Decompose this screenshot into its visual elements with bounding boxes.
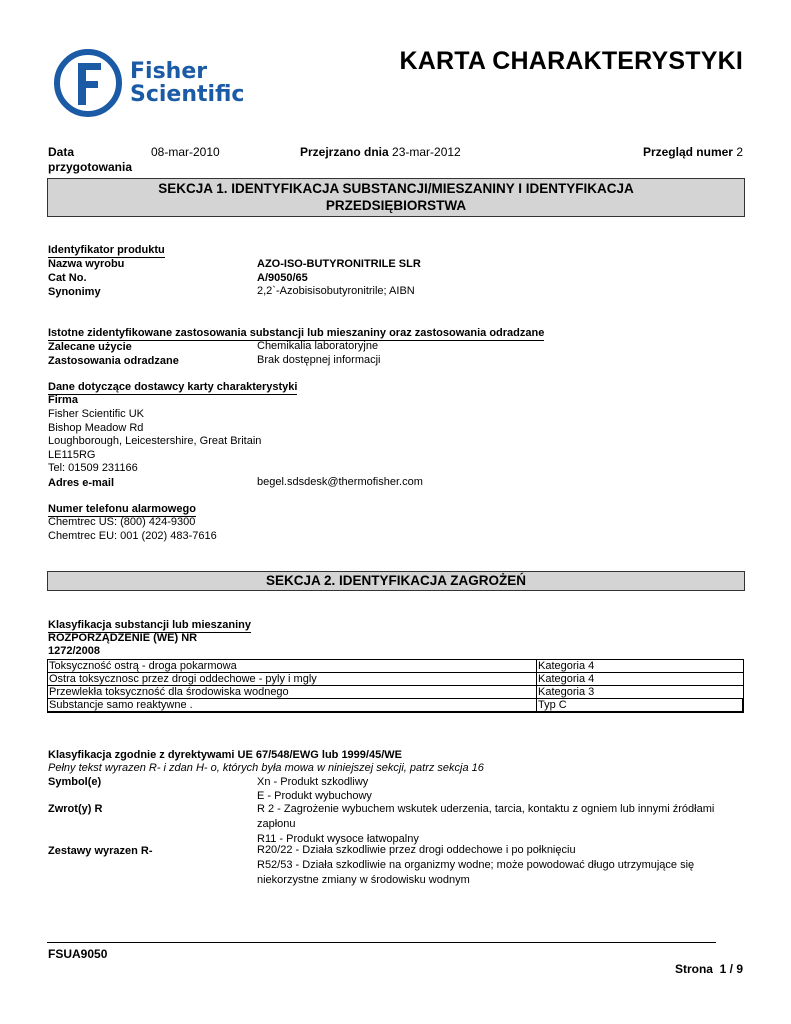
table-row xyxy=(48,686,744,699)
email-label: Adres e-mail xyxy=(48,477,115,489)
r-phrases-values: R 2 - Zagrożenie wybuchem wskutek uderzenia, tarcia, kontaktu z ogniem lub innymi źródłami zapłonu R11 - Produkt wysoce łatwopalny xyxy=(257,803,715,845)
company-logo xyxy=(54,49,250,119)
product-id-heading: Identyfikator produktu xyxy=(48,244,165,256)
category-cell: Kategoria 4 xyxy=(537,660,744,673)
hazard-cell: Toksyczność ostrą - droga pokarmowa xyxy=(48,660,537,673)
r-sets-values: R20/22 - Działa szkodliwie przez drogi oddechowe i po połknięciu R52/53 - Działa szkodliwie na organizmy wodne; może powodować długo utrzymujące się niekorzystne zmiany w środowisku wodnym xyxy=(257,844,695,886)
logo-text-scientific: Scientific xyxy=(130,82,245,107)
document-title: KARTA CHARAKTERYSTYKI xyxy=(399,47,743,75)
emergency-heading: Numer telefonu alarmowego xyxy=(48,503,196,515)
hazard-cell: Substancje samo reaktywne . xyxy=(48,699,537,713)
document-code: FSUA9050 xyxy=(48,947,108,961)
cat-no-value: A/9050/65 xyxy=(257,272,308,284)
product-id-block xyxy=(48,244,165,258)
synonyms-value: 2,2`-Azobisisobutyronitrile; AIBN xyxy=(257,285,415,297)
emergency-block xyxy=(48,503,196,517)
regulation-label: ROZPORZĄDZENIE (WE) NR 1272/2008 xyxy=(48,632,198,657)
directive-heading: Klasyfikacja zgodnie z dyrektywami UE 67/548/EWG lub 1999/45/WE xyxy=(48,749,402,761)
footer-divider xyxy=(47,942,716,943)
revision-number-label: Przegląd numer xyxy=(642,145,733,159)
classification-heading: Klasyfikacja substancji lub mieszaniny xyxy=(48,619,251,631)
hazard-cell: Ostra toksycznosc przez drogi oddechowe - pyly i mgly xyxy=(48,673,537,686)
fisher-logo-icon xyxy=(54,49,122,117)
logo-text-fisher: Fisher xyxy=(130,59,208,84)
discouraged-use-label: Zastosowania odradzane xyxy=(48,355,179,367)
symbol-values: Xn - Produkt szkodliwy E - Produkt wybuchowy xyxy=(257,776,372,802)
uses-heading: Istotne zidentyfikowane zastosowania substancji lub mieszaniny oraz zastosowania odradzane xyxy=(48,327,545,339)
directive-note: Pełny tekst wyrazen R- i zdan H- o, których była mowa w niniejszej sekcji, patrz sekcja 16 xyxy=(48,762,484,774)
revision-number xyxy=(643,145,743,159)
email-value[interactable]: begel.sdsdesk@thermofisher.com xyxy=(257,476,423,488)
revised-date xyxy=(300,145,461,159)
section1-title: SEKCJA 1. IDENTYFIKACJA SUBSTANCJI/MIESZANINY I IDENTYFIKACJA PRZEDSIĘBIORSTWA xyxy=(47,178,745,217)
page-number: Strona 1 / 9 xyxy=(674,962,743,976)
category-cell: Kategoria 3 xyxy=(537,686,744,699)
table-row xyxy=(48,660,744,673)
product-name-label: Nazwa wyrobu xyxy=(48,258,125,270)
synonyms-label: Synonimy xyxy=(48,286,101,298)
classification-block xyxy=(48,619,251,633)
category-cell: Kategoria 4 xyxy=(537,673,744,686)
hazard-cell: Przewlekła toksyczność dla środowiska wodnego xyxy=(48,686,537,699)
discouraged-use-value: Brak dostępnej informacji xyxy=(257,354,381,366)
prep-date-label: Data przygotowania xyxy=(48,145,133,174)
cat-no-label: Cat No. xyxy=(48,272,87,284)
prep-date-value: 08-mar-2010 xyxy=(151,145,220,159)
revised-date-value: 23-mar-2012 xyxy=(392,145,461,159)
recommended-use-value: Chemikalia laboratoryjne xyxy=(257,340,379,352)
uses-block xyxy=(48,327,544,341)
supplier-block xyxy=(48,381,297,395)
company-label: Firma xyxy=(48,394,78,406)
emergency-numbers: Chemtrec US: (800) 424-9300 Chemtrec EU: 001 (202) 483-7616 xyxy=(48,516,217,542)
hazard-classification-table xyxy=(47,659,744,713)
company-address: Fisher Scientific UK Bishop Meadow Rd Loughborough, Leicestershire, Great Britain LE115RG Tel: 01509 231166 xyxy=(48,408,262,474)
section2-title: SEKCJA 2. IDENTYFIKACJA ZAGROŻEŃ xyxy=(47,571,745,591)
revision-number-value: 2 xyxy=(736,145,743,159)
revised-date-label: Przejrzano dnia xyxy=(300,145,389,159)
r-sets-label: Zestawy wyrazen R- xyxy=(48,845,153,857)
supplier-heading: Dane dotyczące dostawcy karty charakterystyki xyxy=(48,381,298,393)
table-row xyxy=(48,673,744,686)
symbol-label: Symbol(e) xyxy=(48,776,102,788)
recommended-use-label: Zalecane użycie xyxy=(48,341,132,353)
category-cell: Typ C xyxy=(537,699,744,713)
product-name-value: AZO-ISO-BUTYRONITRILE SLR xyxy=(257,258,421,270)
table-row xyxy=(48,699,744,713)
r-phrases-label: Zwrot(y) R xyxy=(48,803,103,815)
